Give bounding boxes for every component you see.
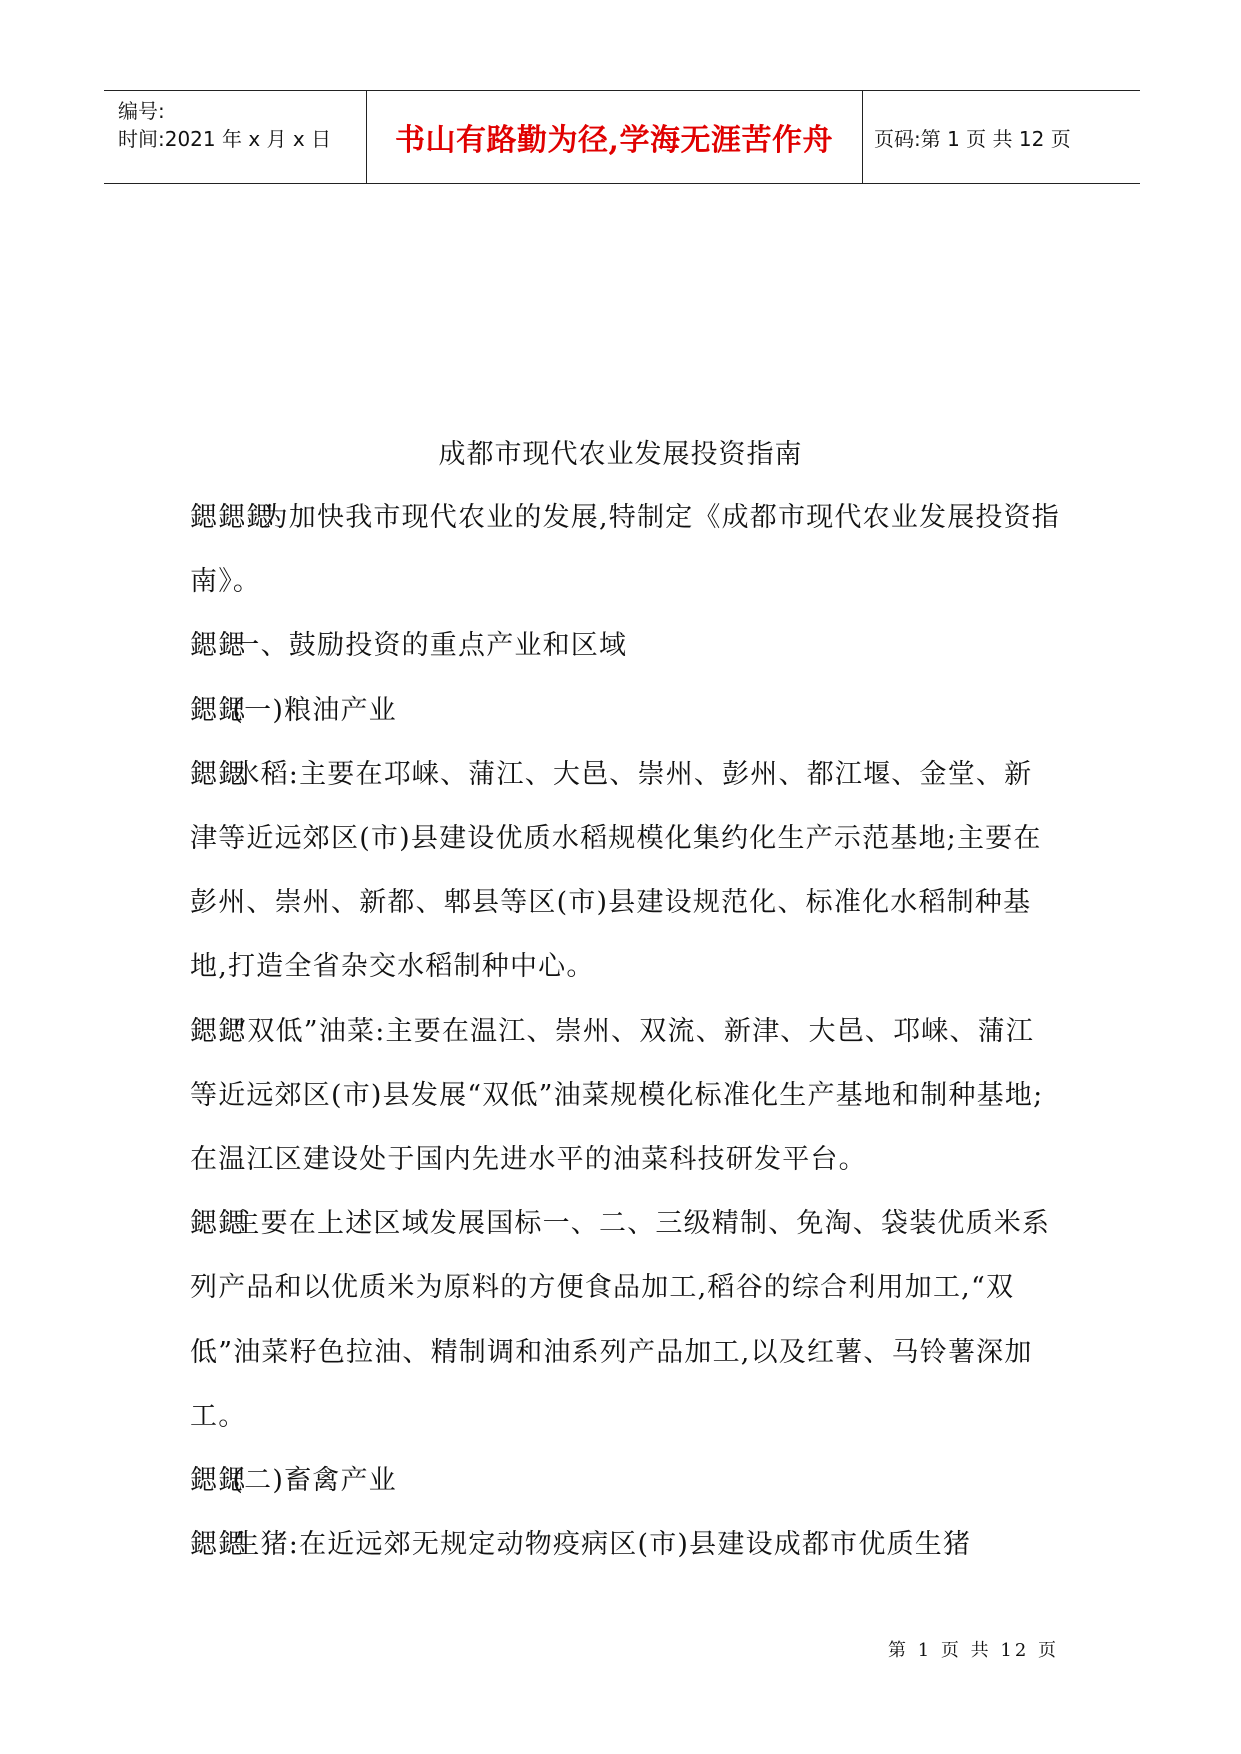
document-body — [190, 486, 1060, 1577]
garbled-prefix: 鍶鍶 — [190, 694, 247, 726]
header-motto-cell — [366, 91, 863, 183]
paragraph — [190, 1449, 1060, 1513]
paragraph — [190, 1192, 1060, 1449]
header-left-cell — [104, 91, 367, 183]
paragraph — [190, 614, 1060, 678]
page-footer: 第 1 页 共 12 页 — [888, 1640, 1059, 1661]
paragraph — [190, 679, 1060, 743]
paragraph-text: 为加快我市现代农业的发展,特制定《成都市现代农业发展投资指南》。 — [190, 502, 1060, 598]
paragraph-text: 水稻:主要在邛崃、蒲江、大邑、崇州、彭州、都江堰、金堂、新津等近远郊区(市)县建设优质水稻规模化集约化生产示范基地;主要在彭州、崇州、新都、郫县等区(市)县建设规范化、标准化水稻制种基地,打造全省杂交水稻制种中心。 — [190, 758, 1042, 983]
garbled-prefix: 鍶鍶鍶 — [190, 502, 275, 533]
garbled-prefix: 鍶鍶 — [190, 630, 247, 662]
number-label: 编号: — [118, 99, 165, 123]
paragraph-text: (一)粮油产业 — [232, 694, 397, 726]
garbled-prefix: 鍶鍶 — [190, 1465, 247, 1497]
garbled-prefix: 鍶鍶 — [190, 758, 247, 790]
paragraph — [190, 743, 1060, 1000]
garbled-prefix: 鍶鍶 — [190, 1208, 247, 1240]
paragraph — [190, 1513, 1060, 1577]
time-label: 时间:2021 年 x 月 x 日 — [118, 127, 332, 151]
garbled-prefix: 鍶鍶 — [190, 1529, 247, 1561]
paragraph-text: (二)畜禽产业 — [232, 1465, 397, 1497]
page-header — [104, 90, 1140, 184]
paragraph-text: 一、鼓励投资的重点产业和区域 — [232, 630, 628, 662]
paragraph — [190, 1000, 1060, 1193]
garbled-prefix: 鍶鍶 — [190, 1015, 247, 1047]
header-page-cell — [862, 91, 1140, 183]
paragraph-text: 生猪:在近远郊无规定动物疫病区(市)县建设成都市优质生猪 — [232, 1529, 972, 1561]
paragraph — [190, 486, 1060, 614]
motto-text: 书山有路勤为径,学海无涯苦作舟 — [395, 123, 833, 158]
paragraph-text: “双低”油菜:主要在温江、崇州、双流、新津、大邑、邛崃、蒲江等近远郊区(市)县发展“双低”油菜规模化标准化生产基地和制种基地;在温江区建设处于国内先进水平的油菜科技研发平台。 — [190, 1015, 1044, 1176]
document-title: 成都市现代农业发展投资指南 — [438, 439, 803, 470]
paragraph-text: 主要在上述区域发展国标一、二、三级精制、免淘、袋装优质米系列产品和以优质米为原料的方便食品加工,稻谷的综合利用加工,“双低”油菜籽色拉油、精制调和油系列产品加工,以及红薯、马铃薯深加工。 — [190, 1208, 1051, 1432]
header-page-info: 页码:第 1 页 共 12 页 — [874, 126, 1071, 151]
